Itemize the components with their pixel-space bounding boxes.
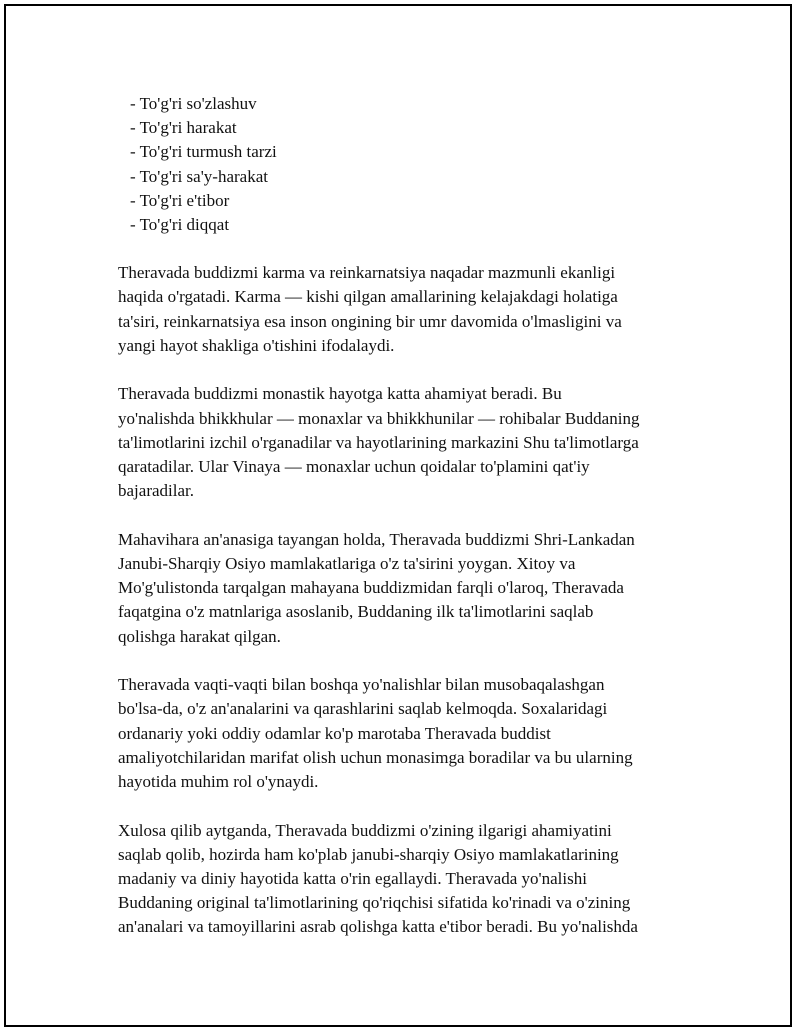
text-line: saqlab qolib, hozirda ham ko'plab janubi-sharqiy Osiyo mamlakatlarining bbox=[118, 844, 619, 864]
text-line: madaniy va diniy hayotida katta o'rin egallaydi. Theravada yo'nalishi bbox=[118, 869, 587, 889]
text-line: Theravada buddizmi karma va reinkarnatsiya naqadar mazmunli ekanligi bbox=[118, 263, 616, 283]
text-line: Buddaning original ta'limotlarining qo'riqchisi sifatida ko'rinadi va o'zining bbox=[118, 893, 631, 913]
text-line: hayotida muhim rol o'ynaydi. bbox=[118, 772, 319, 792]
paragraph-conclusion bbox=[118, 819, 698, 940]
text-line: Janubi-Sharqiy Osiyo mamlakatlariga o'z ta'sirini yoygan. Xitoy va bbox=[118, 554, 576, 574]
text-line: bo'lsa-da, o'z an'analarini va qarashlarini saqlab kelmoqda. Soxalaridagi bbox=[118, 699, 608, 719]
text-line: yo'nalishda bhikkhular — monaxlar va bhikkhunilar — rohibalar Buddaning bbox=[118, 408, 640, 428]
list-item: - To'g'ri turmush tarzi bbox=[130, 142, 277, 162]
text-line: Xulosa qilib aytganda, Theravada buddizmi o'zining ilgarigi ahamiyatini bbox=[118, 820, 612, 840]
text-line: ordanariy yoki oddiy odamlar ko'p marotaba Theravada buddist bbox=[118, 723, 551, 743]
list-item: - To'g'ri harakat bbox=[130, 118, 237, 138]
list-item: - To'g'ri so'zlashuv bbox=[130, 94, 257, 113]
text-line: haqida o'rgatadi. Karma — kishi qilgan amallarining kelajakdagi holatiga bbox=[118, 287, 618, 307]
list-item: - To'g'ri sa'y-harakat bbox=[130, 166, 268, 186]
eightfold-path-list bbox=[130, 92, 698, 237]
text-line: Theravada buddizmi monastik hayotga katta ahamiyat beradi. Bu bbox=[118, 384, 562, 404]
text-line: an'analari va tamoyillarini asrab qolishga katta e'tibor beradi. Bu yo'nalishda bbox=[118, 917, 638, 937]
text-line: amaliyotchilaridan marifat olish uchun monasimga boradilar va bu ularning bbox=[118, 747, 633, 767]
paragraph-monastic bbox=[118, 382, 698, 503]
text-line: qolishga harakat qilgan. bbox=[118, 626, 281, 646]
text-line: yangi hayot shakliga o'tishini ifodalaydi. bbox=[118, 335, 395, 355]
text-line: bajaradilar. bbox=[118, 481, 194, 501]
text-line: faqatgina o'z matnlariga asoslanib, Buddaning ilk ta'limotlarini saqlab bbox=[118, 602, 594, 622]
paragraph-karma bbox=[118, 261, 698, 358]
text-line: Mo'g'ulistonda tarqalgan mahayana buddizmidan farqli o'laroq, Theravada bbox=[118, 578, 624, 598]
list-item: - To'g'ri diqqat bbox=[130, 215, 230, 235]
paragraph-tradition bbox=[118, 673, 698, 794]
text-line: ta'siri, reinkarnatsiya esa inson ongining bir umr davomida o'lmasligini va bbox=[118, 311, 622, 331]
text-line: qaratadilar. Ular Vinaya — monaxlar uchun qoidalar to'plamini qat'iy bbox=[118, 457, 590, 477]
text-line: ta'limotlarini izchil o'rganadilar va hayotlarining markazini Shu ta'limotlarga bbox=[118, 432, 639, 452]
document-body bbox=[118, 92, 698, 964]
text-line: Theravada vaqti-vaqti bilan boshqa yo'nalishlar bilan musobaqalashgan bbox=[118, 675, 605, 695]
paragraph-mahavihara bbox=[118, 528, 698, 649]
list-item: - To'g'ri e'tibor bbox=[130, 190, 230, 210]
text-line: Mahavihara an'anasiga tayangan holda, Theravada buddizmi Shri-Lankadan bbox=[118, 529, 635, 549]
